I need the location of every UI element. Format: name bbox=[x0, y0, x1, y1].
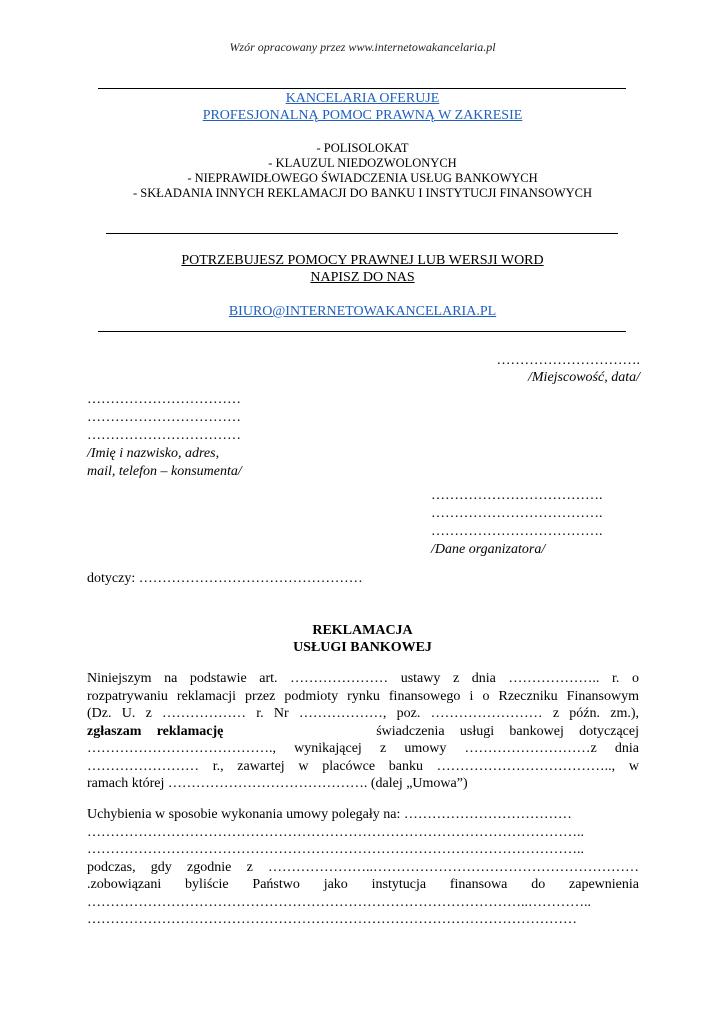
divider-middle bbox=[106, 233, 618, 234]
watermark-text: Wzór opracowany przez www.internetowakancelaria.pl bbox=[229, 40, 496, 54]
consumer-dots[interactable]: …………………………… bbox=[87, 428, 241, 443]
organizer-label: /Dane organizatora/ bbox=[431, 542, 546, 557]
place-date-label: /Miejscowość, data/ bbox=[528, 370, 640, 385]
place-date-field bbox=[497, 352, 641, 386]
contact-email bbox=[0, 303, 725, 320]
organizer-dots[interactable]: ………………………………. bbox=[431, 488, 603, 503]
contact-line-1: POTRZEBUJESZ POMOCY PRAWNEJ LUB WERSJI WORD bbox=[181, 253, 544, 268]
paragraph-line: podczas, gdy zgodnie z …………………..………………………………………………… bbox=[87, 859, 639, 875]
consumer-dots[interactable]: …………………………… bbox=[87, 410, 241, 425]
consumer-label-2: mail, telefon – konsumenta/ bbox=[87, 464, 242, 479]
divider-bottom bbox=[98, 331, 626, 332]
paragraph-line: …………………………………………………………………………………………… bbox=[87, 912, 577, 927]
offer-heading bbox=[0, 90, 725, 124]
paragraph-line-bold bbox=[87, 723, 639, 741]
email-link[interactable]: BIURO@INTERNETOWAKANCELARIA.PL bbox=[228, 304, 497, 319]
offer-item: - POLISOLOKAT bbox=[316, 141, 409, 155]
paragraph-line: Uchybienia w sposobie wykonania umowy polegały na: ……………………………… bbox=[87, 807, 572, 822]
paragraph-line: rozpatrywaniu reklamacji przez podmioty rynku finansowego i o Rzeczniku Finansowym bbox=[87, 688, 639, 704]
complaint-declaration: zgłaszam reklamację bbox=[87, 723, 224, 739]
organizer-field bbox=[431, 487, 603, 559]
complaint-paragraph bbox=[87, 670, 639, 793]
contact-line-2: NAPISZ DO NAS bbox=[310, 270, 415, 285]
paragraph-line: …………………………………., wynikającej z umowy ………………………z dnia bbox=[87, 741, 639, 756]
offer-item: - SKŁADANIA INNYCH REKLAMACJI DO BANKU I INSTYTUCJI FINANSOWYCH bbox=[132, 186, 593, 200]
paragraph-line-rest: świadczenia usługi bankowej dotyczącej bbox=[376, 723, 639, 739]
organizer-dots[interactable]: ………………………………. bbox=[431, 524, 603, 539]
paragraph-line: …………………………………………………………………………………..………….. bbox=[87, 894, 591, 910]
offer-item: - KLAUZUL NIEDOZWOLONYCH bbox=[268, 156, 457, 170]
paragraph-line: …………………………………………………………………………………………….. bbox=[87, 842, 584, 857]
divider-top bbox=[98, 88, 626, 89]
paragraph-line: Niniejszym na podstawie art. ………………… ustawy z dnia ……………….. r. o bbox=[87, 671, 639, 686]
consumer-field bbox=[87, 391, 242, 481]
document-title bbox=[0, 622, 725, 656]
regarding-line[interactable]: dotyczy: ………………………………………… bbox=[87, 571, 363, 586]
title-line-1: REKLAMACJA bbox=[312, 623, 413, 638]
offer-line-2[interactable]: PROFESJONALNĄ POMOC PRAWNĄ W ZAKRESIE bbox=[202, 108, 523, 123]
offer-item: - NIEPRAWIDŁOWEGO ŚWIADCZENIA USŁUG BANKOWYCH bbox=[187, 171, 538, 185]
offer-line-1[interactable]: KANCELARIA OFERUJE bbox=[285, 91, 440, 106]
organizer-dots[interactable]: ………………………………. bbox=[431, 506, 603, 521]
consumer-dots[interactable]: …………………………… bbox=[87, 392, 241, 407]
title-line-2: USŁUGI BANKOWEJ bbox=[293, 640, 432, 655]
contact-heading bbox=[0, 252, 725, 286]
consumer-label-1: /Imię i nazwisko, adres, bbox=[87, 446, 220, 461]
paragraph-line: …………………………………………………………………………………………….. bbox=[87, 824, 584, 840]
paragraph-line: (Dz. U. z ……………… r. Nr ………………, poz. …………………… z późn. zm.), bbox=[87, 706, 639, 721]
paragraph-line: .zobowiązani byliście Państwo jako instytucja finansowa do zapewnienia bbox=[87, 877, 639, 892]
paragraph-line: ramach której ……………………………………. (dalej „Umowa”) bbox=[87, 776, 468, 791]
place-date-dots[interactable]: …………………………. bbox=[496, 353, 640, 368]
defects-paragraph bbox=[87, 806, 639, 929]
offer-list bbox=[0, 141, 725, 201]
paragraph-line: …………………… r., zawartej w placówce banku ……………………………….., w bbox=[87, 758, 639, 774]
